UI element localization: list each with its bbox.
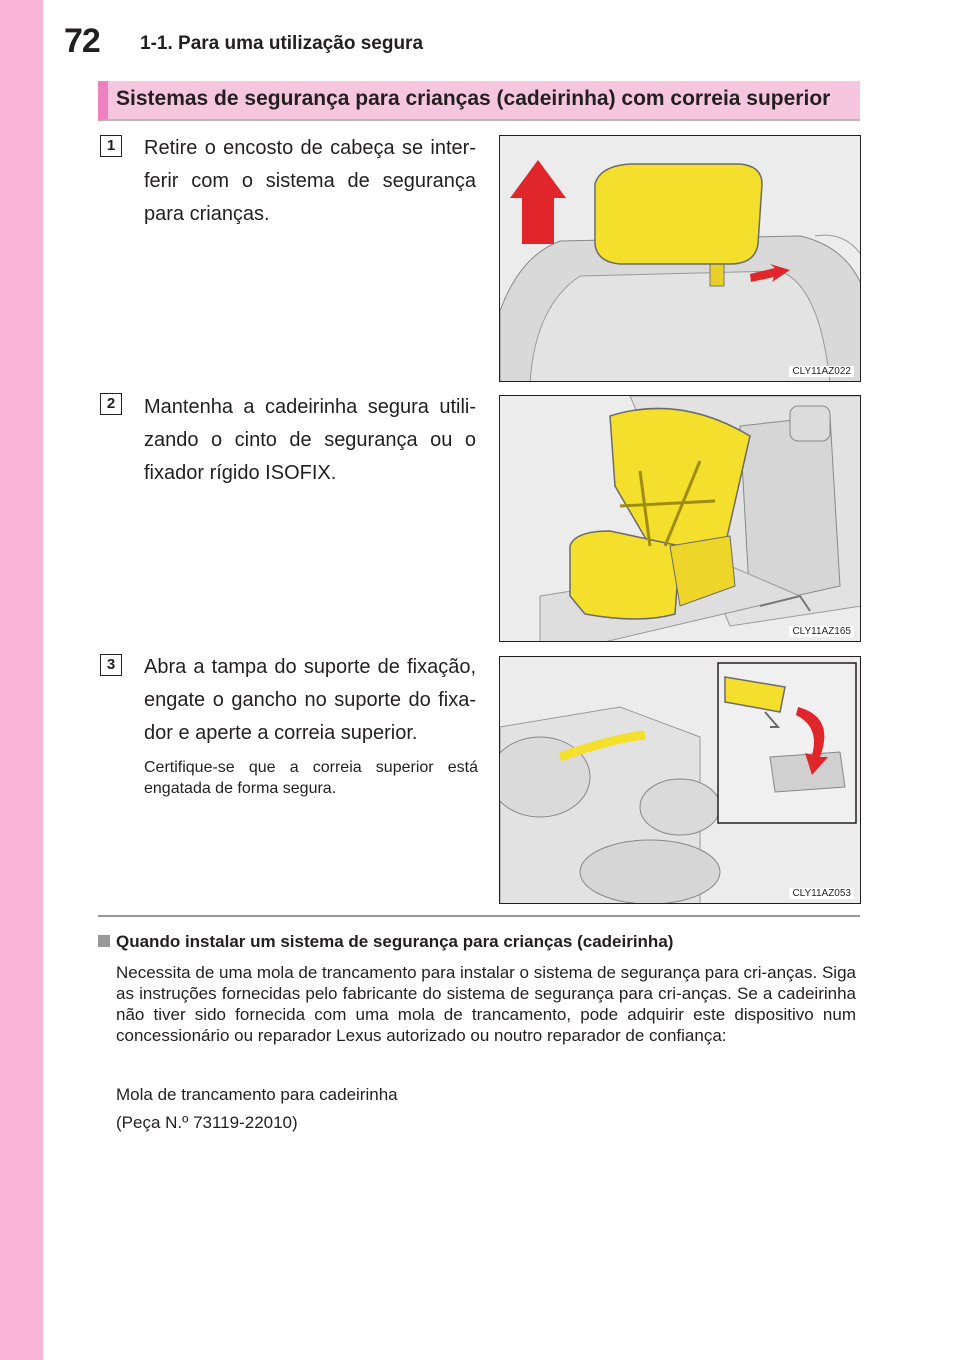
step-number-1: 1 — [100, 135, 122, 157]
note-heading — [98, 932, 673, 952]
note-heading-text: Quando instalar um sistema de segurança para crianças (cadeirinha) — [116, 932, 674, 951]
step-3-note: Certifique-se que a correia superior está engatada de forma segura. — [144, 759, 478, 797]
divider — [98, 915, 860, 917]
child-seat-illustration — [499, 395, 861, 642]
headrest-removal-illustration — [499, 135, 861, 382]
step-number-3: 3 — [100, 654, 122, 676]
step-2-text: Mantenha a cadeirinha segura utili-zando o cinto de segurança ou o fixador rígido ISOFIX. — [144, 396, 476, 484]
page-number: 72 — [64, 22, 100, 60]
part-number: (Peça N.º 73119-22010) — [116, 1113, 298, 1132]
step-1-text: Retire o encosto de cabeça se inter-ferir com o sistema de segurança para crianças. — [144, 137, 476, 225]
step-3-text: Abra a tampa do suporte de fixação, engate o gancho no suporte do fixa-dor e aperte a correia superior. — [144, 656, 476, 744]
image-code: CLY11AZ053 — [789, 888, 854, 899]
step-number-2: 2 — [100, 393, 122, 415]
side-color-strip — [0, 0, 43, 1360]
top-tether-anchor-illustration — [499, 656, 861, 904]
part-name: Mola de trancamento para cadeirinha — [116, 1085, 398, 1104]
square-bullet-icon — [98, 935, 110, 947]
section-title: Sistemas de segurança para crianças (cadeirinha) com correia superior — [116, 87, 831, 110]
note-paragraph: Necessita de uma mola de trancamento para instalar o sistema de segurança para cri-anças. Siga as instruções fornecidas pelo fabricante do sistema de segurança para cri-anças. Se a cadeirinha não tiver sido fornecida com uma mola de trancamento, pode adquirir este dispositivo num concessionário ou reparador Lexus autorizado ou noutro reparador de confiança: — [116, 963, 856, 1045]
image-code: CLY11AZ022 — [789, 366, 854, 377]
running-header: 1-1. Para uma utilização segura — [140, 33, 424, 54]
image-code: CLY11AZ165 — [789, 626, 854, 637]
